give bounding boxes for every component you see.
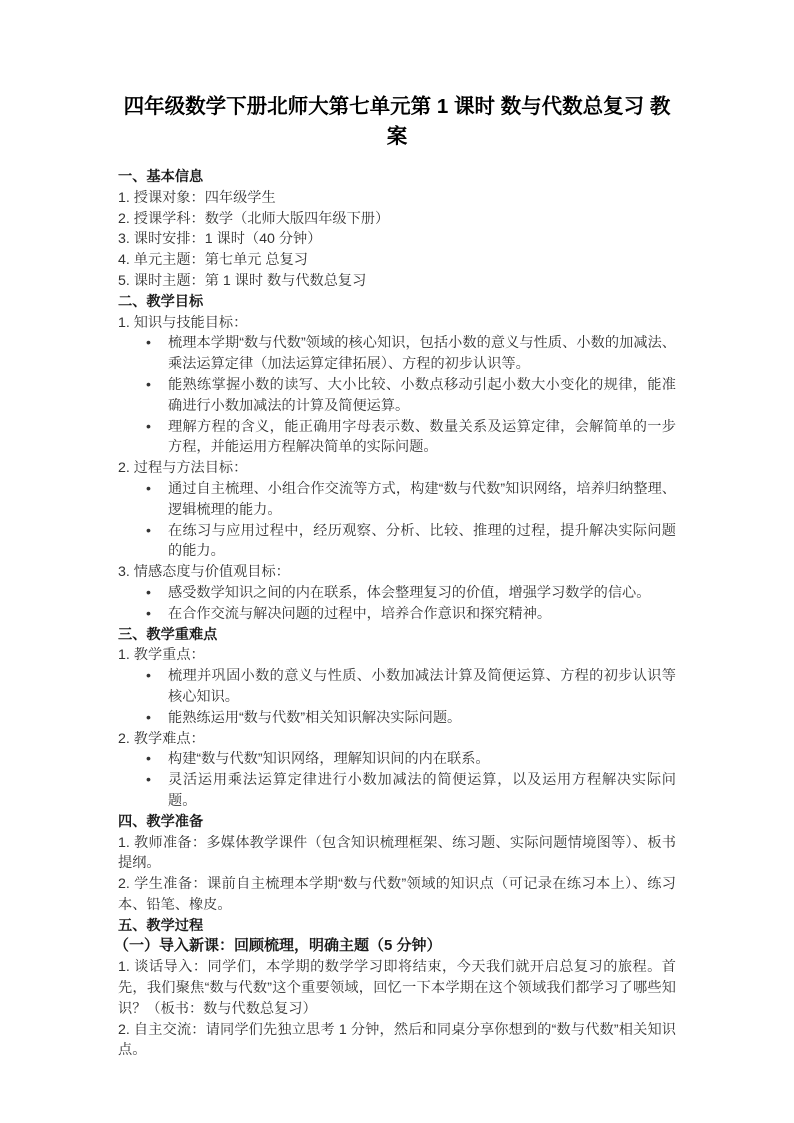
bullet-item: • 能熟练掌握小数的读写、大小比较、小数点移动引起小数大小变化的规律，能准确进行小数加减法的计算及简便运算。 xyxy=(118,375,676,417)
section-heading: 五、教学过程 xyxy=(118,917,204,934)
bullet-item: • 在合作交流与解决问题的过程中，培养合作意识和探究精神。 xyxy=(118,604,676,625)
paragraph: 2. 教学难点： xyxy=(118,730,205,747)
paragraph: 1. 知识与技能目标： xyxy=(118,314,248,331)
bullet-list xyxy=(118,583,676,625)
bullet-item: • 理解方程的含义，能正确用字母表示数、数量关系及运算定律，会解简单的一步方程，并能运用方程解决简单的实际问题。 xyxy=(118,417,676,459)
bullet-list xyxy=(118,666,676,728)
bullet-item: • 通过自主梳理、小组合作交流等方式，构建“数与代数”知识网络，培养归纳整理、逻辑梳理的能力。 xyxy=(118,479,676,521)
bullet-item: • 能熟练运用“数与代数”相关知识解决实际问题。 xyxy=(118,708,676,729)
bullet-list xyxy=(118,749,676,811)
doc-body xyxy=(114,167,676,1061)
bullet-item: • 感受数学知识之间的内在联系，体会整理复习的价值，增强学习数学的信心。 xyxy=(118,583,676,604)
paragraph: 3. 课时安排：1 课时（40 分钟） xyxy=(118,231,322,248)
bullet-item: • 梳理本学期“数与代数”领域的核心知识，包括小数的意义与性质、小数的加减法、乘法运算定律（加法运算定律拓展）、方程的初步认识等。 xyxy=(118,333,676,375)
bullet-item: • 梳理并巩固小数的意义与性质、小数加减法计算及简便运算、方程的初步认识等核心知识。 xyxy=(118,666,676,708)
bullet-list xyxy=(118,479,676,562)
bullet-item: • 构建“数与代数”知识网络，理解知识间的内在联系。 xyxy=(118,749,676,770)
bullet-item: • 在练习与应用过程中，经历观察、分析、比较、推理的过程，提升解决实际问题的能力。 xyxy=(118,521,676,563)
paragraph: 2. 学生准备：课前自主梳理本学期“数与代数”领域的知识点（可记录在练习本上）、练习本、铅笔、橡皮。 xyxy=(118,876,676,913)
section-heading: 四、教学准备 xyxy=(118,813,204,830)
section-heading: 一、基本信息 xyxy=(118,169,204,185)
paragraph: 2. 自主交流：请同学们先独立思考 1 分钟，然后和同桌分享你想到的“数与代数”相关知识点。 xyxy=(118,1021,676,1059)
paragraph: 5. 课时主题：第 1 课时 数与代数总复习 xyxy=(118,272,367,289)
paragraph: 1. 教学重点： xyxy=(118,647,205,664)
sub-heading: （一）导入新课：回顾梳理，明确主题（5 分钟） xyxy=(114,937,442,955)
paragraph: 1. 教师准备：多媒体教学课件（包含知识梳理框架、练习题、实际问题情境图等）、板书提纲。 xyxy=(118,834,676,872)
bullet-list xyxy=(118,333,676,458)
section-heading: 二、教学目标 xyxy=(118,293,204,310)
paragraph: 1. 授课对象：四年级学生 xyxy=(118,189,276,206)
paragraph: 2. 授课学科：数学（北师大版四年级下册） xyxy=(118,210,390,227)
section-heading: 三、教学重难点 xyxy=(118,626,218,643)
bullet-item: • 灵活运用乘法运算定律进行小数加减法的简便运算，以及运用方程解决实际问题。 xyxy=(118,770,676,812)
paragraph: 3. 情感态度与价值观目标： xyxy=(118,564,290,581)
document-title: 四年级数学下册北师大第七单元第 1 课时 数与代数总复习 教案 xyxy=(123,95,671,148)
paragraph: 2. 过程与方法目标： xyxy=(118,460,248,477)
paragraph: 1. 谈话导入：同学们，本学期的数学学习即将结束，今天我们就开启总复习的旅程。首先，我们聚焦“数与代数”这个重要领域，回忆一下本学期在这个领域我们都学习了哪些知识？（板书：数与代数总复习） xyxy=(118,959,676,1017)
paragraph: 4. 单元主题：第七单元 总复习 xyxy=(118,252,308,269)
